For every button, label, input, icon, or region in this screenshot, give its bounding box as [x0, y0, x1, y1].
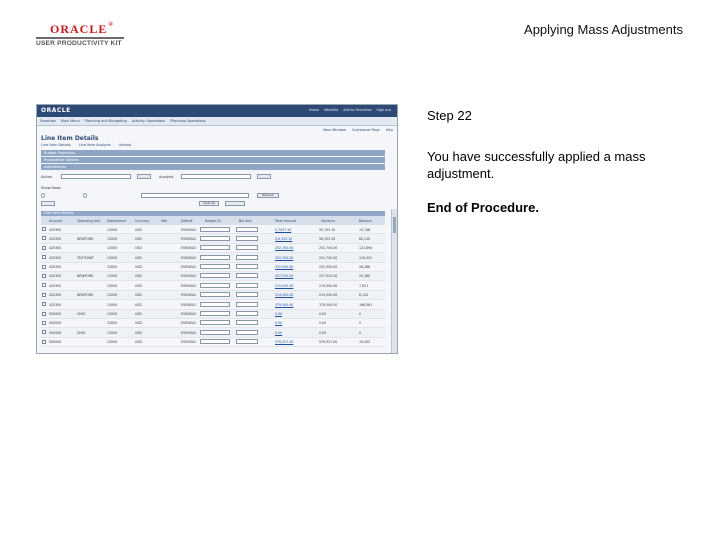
scrollbar-thumb[interactable]	[393, 217, 396, 233]
filter-input[interactable]	[141, 193, 249, 198]
row-checkbox[interactable]	[42, 283, 46, 287]
screenshot-nav-bar	[37, 117, 398, 126]
bal-amt-input[interactable]	[236, 227, 258, 232]
radio-option[interactable]	[83, 193, 87, 198]
cell-variance: 0.00	[319, 321, 327, 326]
nav-item[interactable]: Activity Operations	[131, 119, 166, 123]
cell-operating-unit: NEWYORK	[77, 293, 94, 298]
cell-balance: 8,120	[359, 293, 369, 298]
refresh-label: Refresh	[262, 193, 274, 197]
document-title: Applying Mass Adjustments	[524, 22, 683, 37]
cell-operating-unit: OHIO	[77, 312, 86, 317]
analysis-label: Analysis	[159, 175, 174, 179]
section-bar-adjustments[interactable]: Adjustments	[41, 164, 385, 170]
cell-department: 12000	[107, 312, 118, 317]
screenshot-page-title: Line Item Details	[41, 135, 99, 142]
budget-id-select[interactable]	[200, 320, 230, 325]
cell-currency: USD	[135, 236, 142, 241]
cell-total-amount[interactable]: 5,7037.10	[275, 227, 292, 232]
top-link[interactable]: Home	[308, 108, 320, 112]
budget-id-select[interactable]	[200, 311, 230, 316]
screenshot-oracle-logo: ORACLE	[41, 107, 71, 114]
table-row	[41, 272, 385, 281]
view-row	[41, 201, 385, 208]
section-bar-preparation-options[interactable]: Preparation Options	[41, 157, 385, 163]
cell-default: EVENSLD	[181, 330, 196, 335]
step-number: Step 22	[427, 108, 472, 123]
column-header[interactable]: Department	[107, 219, 127, 223]
top-link[interactable]: Sign out	[376, 108, 391, 112]
cell-balance: 122,894	[359, 246, 373, 251]
cell-account: 420300	[49, 302, 62, 307]
cell-total-amount[interactable]: 252,700.00	[275, 246, 294, 251]
cell-balance: 15,748	[359, 227, 371, 232]
cell-department: 12000	[107, 340, 118, 345]
budget-id-select[interactable]	[200, 339, 230, 344]
cell-balance: 0	[359, 312, 362, 317]
cell-currency: USD	[135, 330, 142, 335]
cell-balance: 28,288	[359, 265, 371, 270]
cell-operating-unit: NEWYORK	[77, 274, 94, 279]
cell-total-amount[interactable]: 579,527.00	[275, 340, 294, 345]
cell-total-amount[interactable]: 0.00	[275, 321, 283, 326]
budget-id-select[interactable]	[200, 330, 230, 335]
application-screenshot	[36, 104, 398, 354]
cell-default: EVENSLD	[181, 265, 196, 270]
column-header[interactable]: Total Amount	[275, 219, 296, 223]
cell-balance: 19,452	[359, 340, 371, 345]
table-row	[41, 328, 385, 337]
cell-operating-unit: NEWYORK	[77, 236, 94, 241]
row-checkbox[interactable]	[42, 302, 46, 306]
cell-currency: USD	[135, 340, 142, 345]
cell-department: 12000	[107, 274, 118, 279]
row-checkbox[interactable]	[42, 293, 46, 297]
column-header[interactable]: Site	[161, 219, 168, 223]
first-button[interactable]	[41, 201, 55, 206]
column-header[interactable]: Operating Unit	[77, 219, 101, 223]
cell-currency: USD	[135, 246, 142, 251]
row-checkbox[interactable]	[42, 312, 46, 316]
end-of-procedure: End of Procedure.	[427, 200, 539, 215]
cell-variance: 0.00	[319, 312, 327, 317]
action-select[interactable]	[61, 174, 131, 179]
row-checkbox[interactable]	[42, 330, 46, 334]
cell-default: EVENSLD	[181, 283, 196, 288]
cell-account: 420300	[49, 236, 62, 241]
top-link[interactable]: Worklist	[324, 108, 339, 112]
column-header[interactable]: Balance	[359, 219, 372, 223]
cell-variance: 257,525.00	[319, 274, 338, 279]
bal-amt-input[interactable]	[236, 302, 258, 307]
cell-account: 420300	[49, 265, 62, 270]
cell-total-amount[interactable]: 0.00	[275, 312, 283, 317]
cell-account: 420300	[49, 227, 62, 232]
budget-id-select[interactable]	[200, 302, 230, 307]
cell-total-amount[interactable]: 251,700.00	[275, 255, 294, 260]
nav-item[interactable]: Planning and Budgeting	[84, 119, 127, 123]
cell-variance: 214,500.00	[319, 293, 338, 298]
budget-id-select[interactable]	[200, 255, 230, 260]
cell-total-amount[interactable]: 0.00	[275, 330, 283, 335]
action-go-button[interactable]	[137, 174, 151, 179]
bal-amt-input[interactable]	[236, 283, 258, 288]
cell-default: EVENSLD	[181, 227, 196, 232]
cell-operating-unit: TEXTONAT	[77, 255, 94, 260]
cell-department: 12000	[107, 283, 118, 288]
cell-variance: 579,527.00	[319, 340, 338, 345]
row-checkbox[interactable]	[42, 265, 46, 269]
logo-subtitle: USER PRODUCTIVITY KIT	[36, 40, 122, 47]
budget-id-select[interactable]	[200, 245, 230, 250]
cell-account: 500000	[49, 340, 62, 345]
cell-default: EVENSLD	[181, 255, 196, 260]
bal-amt-input[interactable]	[236, 273, 258, 278]
table-row	[41, 300, 385, 309]
add-button[interactable]	[225, 201, 245, 206]
action-label: Action	[41, 175, 52, 179]
grid-title-bar: Line Item Details	[41, 211, 385, 216]
cell-balance: 0	[359, 321, 362, 326]
bal-amt-input[interactable]	[236, 264, 258, 269]
table-row	[41, 225, 385, 234]
cell-currency: USD	[135, 283, 142, 288]
cell-department: 12000	[107, 265, 118, 270]
cell-default: EVENSLD	[181, 302, 196, 307]
budget-id-select[interactable]	[200, 273, 230, 278]
bal-amt-input[interactable]	[236, 236, 258, 241]
screenshot-top-links	[309, 108, 391, 112]
cell-default: EVENSLD	[181, 274, 196, 279]
cell-currency: USD	[135, 293, 142, 298]
screenshot-header-bar	[37, 105, 397, 117]
cell-account: 500000	[49, 312, 62, 317]
nav-item[interactable]: Planning Operations	[170, 119, 206, 123]
cell-department: 12000	[107, 236, 118, 241]
cell-variance: 56,323.10	[319, 236, 336, 241]
cell-department: 12000	[107, 255, 118, 260]
cell-department: 12000	[107, 293, 118, 298]
tab-line-item-details[interactable]: Line Item Details	[41, 143, 71, 147]
new-window-link[interactable]: New Window	[323, 128, 346, 132]
cell-total-amount[interactable]: 215,550.00	[275, 283, 294, 288]
row-checkbox[interactable]	[42, 321, 46, 325]
column-header[interactable]: Currency	[135, 219, 150, 223]
table-row	[41, 291, 385, 300]
cell-currency: USD	[135, 302, 142, 307]
cell-account: 420300	[49, 283, 62, 288]
cell-account: 420300	[49, 255, 62, 260]
cell-account: 420300	[49, 274, 62, 279]
cell-operating-unit: OHIO	[77, 330, 86, 335]
row-checkbox[interactable]	[42, 236, 46, 240]
cell-default: EVENSLD	[181, 312, 196, 317]
row-checkbox[interactable]	[42, 246, 46, 250]
budget-id-select[interactable]	[200, 236, 230, 241]
cell-total-amount[interactable]: 379,500.00	[275, 302, 294, 307]
oracle-logo-text: ORACLE®	[50, 22, 114, 36]
table-row	[41, 244, 385, 253]
nav-item[interactable]: Main Menu	[60, 119, 80, 123]
cell-default: EVENSLD	[181, 246, 196, 251]
cell-default: EVENSLD	[181, 321, 196, 326]
cell-department: 12000	[107, 227, 118, 232]
row-checkbox[interactable]	[42, 227, 46, 231]
cell-currency: USD	[135, 321, 142, 326]
bal-amt-input[interactable]	[236, 311, 258, 316]
tab-line-item-analysis[interactable]: Line Item Analysis	[78, 143, 111, 147]
cell-total-amount[interactable]: 252,550.00	[275, 265, 294, 270]
refresh-button[interactable]	[257, 193, 279, 198]
cell-department: 12000	[107, 330, 118, 335]
filter-row	[41, 193, 385, 200]
analysis-select[interactable]	[181, 174, 251, 179]
cell-balance: 60,210	[359, 236, 371, 241]
analysis-go-button[interactable]	[257, 174, 271, 179]
nav-item[interactable]: Favorites	[40, 119, 56, 123]
column-header[interactable]: Account	[49, 219, 62, 223]
budget-id-select[interactable]	[200, 264, 230, 269]
budget-id-select[interactable]	[200, 283, 230, 288]
column-header[interactable]: Variance	[321, 219, 335, 223]
screenshot-tabs	[41, 143, 131, 147]
column-header[interactable]: Bal Amt	[239, 219, 252, 223]
section-bar-budget-projection[interactable]: Budget Projection	[41, 150, 385, 156]
action-row	[41, 174, 385, 181]
cell-account: 420300	[49, 293, 62, 298]
show-rows-label: Show Rows	[41, 186, 61, 190]
cell-currency: USD	[135, 227, 142, 232]
bal-amt-input[interactable]	[236, 339, 258, 344]
cell-total-amount[interactable]: 257,525.00	[275, 274, 294, 279]
cell-department: 12000	[107, 246, 118, 251]
cell-balance: 24,160	[359, 274, 371, 279]
table-row	[41, 281, 385, 290]
view-all-button[interactable]	[199, 201, 219, 206]
cell-currency: USD	[135, 265, 142, 270]
cell-variance: 215,550.00	[319, 283, 338, 288]
table-row	[41, 310, 385, 319]
view-all-label: View All	[203, 201, 215, 205]
cell-currency: USD	[135, 274, 142, 279]
cell-total-amount[interactable]: 5,6,323.10	[275, 236, 293, 241]
oracle-upk-logo	[36, 22, 126, 48]
grid-body	[41, 225, 385, 347]
column-header[interactable]: Budget ID	[205, 219, 221, 223]
budget-id-select[interactable]	[200, 227, 230, 232]
radio-option[interactable]	[41, 193, 45, 198]
cell-account: 500000	[49, 321, 62, 326]
bal-amt-input[interactable]	[236, 330, 258, 335]
cell-department: 12000	[107, 302, 118, 307]
tab-unload[interactable]: Unload	[118, 143, 131, 147]
http-link[interactable]: http	[385, 128, 393, 132]
show-rows-row	[41, 185, 385, 192]
bal-amt-input[interactable]	[236, 255, 258, 260]
cell-default: EVENSLD	[181, 293, 196, 298]
bal-amt-input[interactable]	[236, 245, 258, 250]
bal-amt-input[interactable]	[236, 320, 258, 325]
top-link[interactable]: Add to Favorites	[343, 108, 372, 112]
cell-variance: 55,703.10	[319, 227, 336, 232]
cell-variance: 251,700.00	[319, 255, 338, 260]
cell-balance: 7,921	[359, 283, 369, 288]
cell-account: 420300	[49, 246, 62, 251]
step-message: You have successfully applied a mass adjustment.	[427, 149, 646, 181]
row-checkbox[interactable]	[42, 340, 46, 344]
cell-variance: 379,500.00	[319, 302, 338, 307]
cell-department: 12000	[107, 321, 118, 326]
screenshot-tools	[323, 128, 393, 132]
table-row	[41, 234, 385, 243]
cell-default: EVENSLD	[181, 236, 196, 241]
cell-currency: USD	[135, 312, 142, 317]
row-checkbox[interactable]	[42, 255, 46, 259]
table-row	[41, 253, 385, 262]
table-row	[41, 319, 385, 328]
cell-total-amount[interactable]: 214,500.00	[275, 293, 294, 298]
cell-variance: 252,550.00	[319, 265, 338, 270]
cell-currency: USD	[135, 255, 142, 260]
bal-amt-input[interactable]	[236, 292, 258, 297]
table-row	[41, 338, 385, 347]
customize-page-link[interactable]: Customize Page	[351, 128, 380, 132]
cell-variance: 0.00	[319, 330, 327, 335]
cell-account: 500000	[49, 330, 62, 335]
budget-id-select[interactable]	[200, 292, 230, 297]
cell-variance: 252,700.00	[319, 246, 338, 251]
table-row	[41, 263, 385, 272]
logo-divider	[36, 37, 124, 39]
cell-balance: 0	[359, 330, 362, 335]
grid-column-headers	[41, 216, 385, 225]
cell-default: EVENSLD	[181, 340, 196, 345]
cell-balance: 168,561	[359, 302, 373, 307]
column-header[interactable]: Default	[181, 219, 193, 223]
cell-balance: 119,452	[359, 255, 373, 260]
row-checkbox[interactable]	[42, 274, 46, 278]
